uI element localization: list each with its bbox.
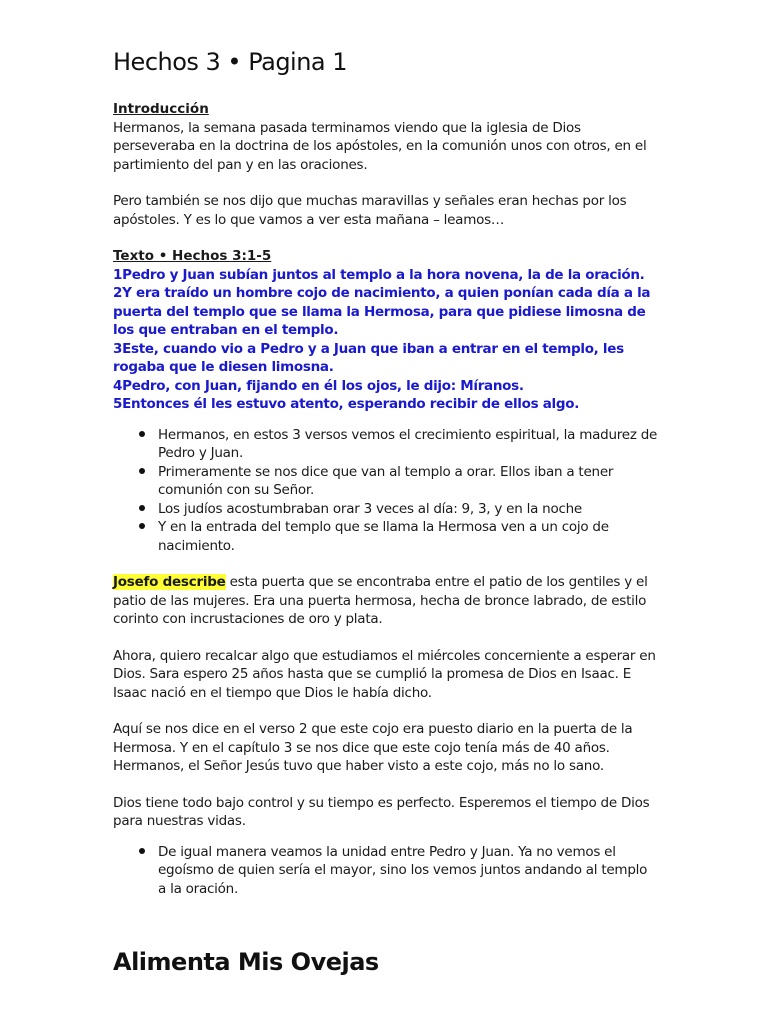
document-page bbox=[113, 48, 658, 898]
verse-3: 3Este, cuando vio a Pedro y a Juan que iban a entrar en el templo, les rogaba que le diesen limosna. bbox=[113, 340, 624, 375]
paragraph-ahora: Ahora, quiero recalcar algo que estudiamos el miércoles concerniente a esperar en Dios. Sara espero 25 años hasta que se cumplió la promesa de Dios en Isaac. E Isaac nació en el tiempo que Dios le había dicho. bbox=[113, 647, 656, 701]
spacer bbox=[113, 555, 658, 573]
spacer bbox=[113, 229, 658, 247]
spacer bbox=[113, 776, 658, 794]
list-item-text: Primeramente se nos dice que van al templo a orar. Ellos iban a tener comunión con su Señor. bbox=[158, 463, 614, 498]
list-item bbox=[113, 426, 658, 463]
bullet-icon bbox=[139, 848, 145, 854]
list-item bbox=[113, 500, 658, 519]
bullet-icon bbox=[139, 431, 145, 437]
josefo-text: esta puerta que se encontraba entre el patio de los gentiles y el patio de las mujeres. Era una puerta hermosa, hecha de bronce labrado, de estilo corinto con incrustaciones de oro y plata. bbox=[113, 574, 648, 627]
list-item-text: Los judíos acostumbraban orar 3 veces al día: 9, 3, y en la noche bbox=[158, 500, 582, 517]
verse-1: 1Pedro y Juan subían juntos al templo a la hora novena, la de la oración. bbox=[113, 266, 645, 283]
paragraph-aqui: Aquí se nos dice en el verso 2 que este cojo era puesto diario en la puerta de la Hermosa. Y en el capítulo 3 se nos dice que este cojo tenía más de 40 años. Hermanos, el Señor Jesús tuvo que haber visto a este cojo, más no lo sano. bbox=[113, 721, 633, 774]
bullet-icon bbox=[139, 523, 145, 529]
spacer bbox=[113, 702, 658, 720]
spacer bbox=[113, 174, 658, 192]
highlighted-text: Josefo describe bbox=[113, 574, 226, 590]
intro-paragraph-2: Pero también se nos dijo que muchas maravillas y señales eran hechas por los apóstoles. Y es lo que vamos a ver esta mañana – leamos… bbox=[113, 193, 627, 228]
list-item bbox=[113, 518, 658, 555]
intro-paragraph-1: Hermanos, la semana pasada terminamos viendo que la iglesia de Dios perseveraba en la doctrina de los apóstoles, en la comunión unos con otros, en el partimiento del pan y en las oraciones. bbox=[113, 119, 647, 173]
verse-4: 4Pedro, con Juan, fijando en él los ojos, le dijo: Míranos. bbox=[113, 377, 524, 394]
list-item-text: Hermanos, en estos 3 versos vemos el crecimiento espiritual, la madurez de Pedro y Juan. bbox=[158, 426, 658, 461]
texto-heading: Texto • Hechos 3:1-5 bbox=[113, 248, 272, 264]
page-title: Hechos 3 • Pagina 1 bbox=[113, 48, 348, 76]
verse-2: 2Y era traído un hombre cojo de nacimiento, a quien ponían cada día a la puerta del templo que se llama la Hermosa, para que pidiese limosna de los que entraban en el templo. bbox=[113, 285, 651, 338]
footer-title: Alimenta Mis Ovejas bbox=[113, 948, 379, 976]
verse-5: 5Entonces él les estuvo atento, esperando recibir de ellos algo. bbox=[113, 396, 580, 412]
list-item-text: De igual manera veamos la unidad entre Pedro y Juan. Ya no vemos el egoísmo de quien sería el mayor, sino los vemos juntos andando al templo a la oración. bbox=[158, 843, 648, 897]
paragraph-dios: Dios tiene todo bajo control y su tiempo es perfecto. Esperemos el tiempo de Dios para nuestras vidas. bbox=[113, 794, 650, 829]
list-item-text: Y en la entrada del templo que se llama la Hermosa ven a un cojo de nacimiento. bbox=[158, 519, 609, 554]
josefo-paragraph bbox=[113, 573, 658, 629]
bullet-list-1 bbox=[113, 426, 658, 556]
spacer bbox=[113, 629, 658, 647]
bullet-icon bbox=[139, 468, 145, 474]
bullet-icon bbox=[139, 505, 145, 511]
bullet-list-2 bbox=[113, 843, 658, 899]
intro-heading: Introducción bbox=[113, 101, 209, 117]
list-item bbox=[113, 463, 658, 500]
list-item bbox=[113, 843, 658, 899]
